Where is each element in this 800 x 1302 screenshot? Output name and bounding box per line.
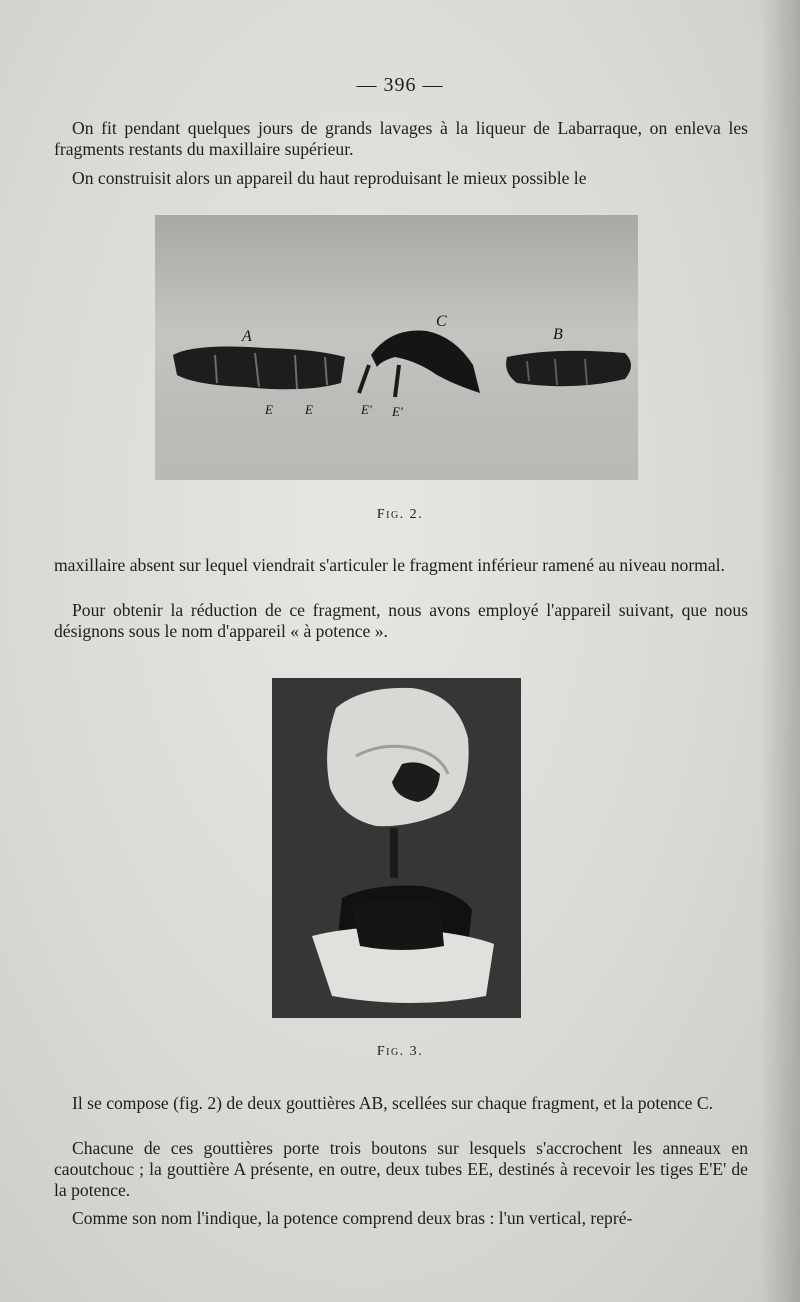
paragraph-4: Pour obtenir la réduction de ce fragment, nous avons employé l'appareil suivant, que nous désignons sous le nom d'appareil « à potence ». — [54, 600, 748, 641]
fig2-label-a: A — [242, 328, 252, 345]
paragraph-2: On construisit alors un appareil du haut reproduisant le mieux possible le — [72, 168, 587, 188]
figure-2-photo — [155, 215, 638, 480]
figure-3-photo — [272, 678, 521, 1018]
paragraph-5: Il se compose (fig. 2) de deux gouttières AB, scellées sur chaque fragment, et la potence C. — [72, 1093, 713, 1113]
paragraph-7: Comme son nom l'indique, la potence comprend deux bras : l'un vertical, repré- — [72, 1208, 633, 1228]
paragraph-3: maxillaire absent sur lequel viendrait s'articuler le fragment inférieur ramené au niveau normal. — [54, 555, 725, 575]
paragraph-6: Chacune de ces gouttières porte trois boutons sur lesquels s'accrochent les anneaux en caoutchouc ; la gouttière A présente, en outre, deux tubes EE, destinés à recevoir les tiges E'E' de la potence. — [54, 1138, 748, 1200]
figure-2-caption: Fig. 2. — [376, 507, 424, 522]
fig2-label-e3: E' — [361, 402, 372, 417]
figure-3-caption: Fig. 3. — [376, 1044, 424, 1059]
fig2-label-e4: E' — [392, 404, 403, 419]
paragraph-1: On fit pendant quelques jours de grands lavages à la liqueur de Labarraque, on enleva les fragments restants du maxillaire supérieur. — [54, 118, 748, 159]
page-number: — 396 — — [356, 74, 444, 96]
page-edge-shadow — [760, 0, 800, 1302]
fig2-label-b: B — [553, 326, 563, 343]
plaster-cast-shape — [327, 688, 469, 826]
fig2-label-e1: E — [265, 402, 273, 417]
dark-splint-front — [352, 900, 444, 950]
fig2-label-c: C — [436, 313, 447, 330]
splint-b-shape — [506, 351, 631, 386]
fig2-label-e2: E — [305, 402, 313, 417]
